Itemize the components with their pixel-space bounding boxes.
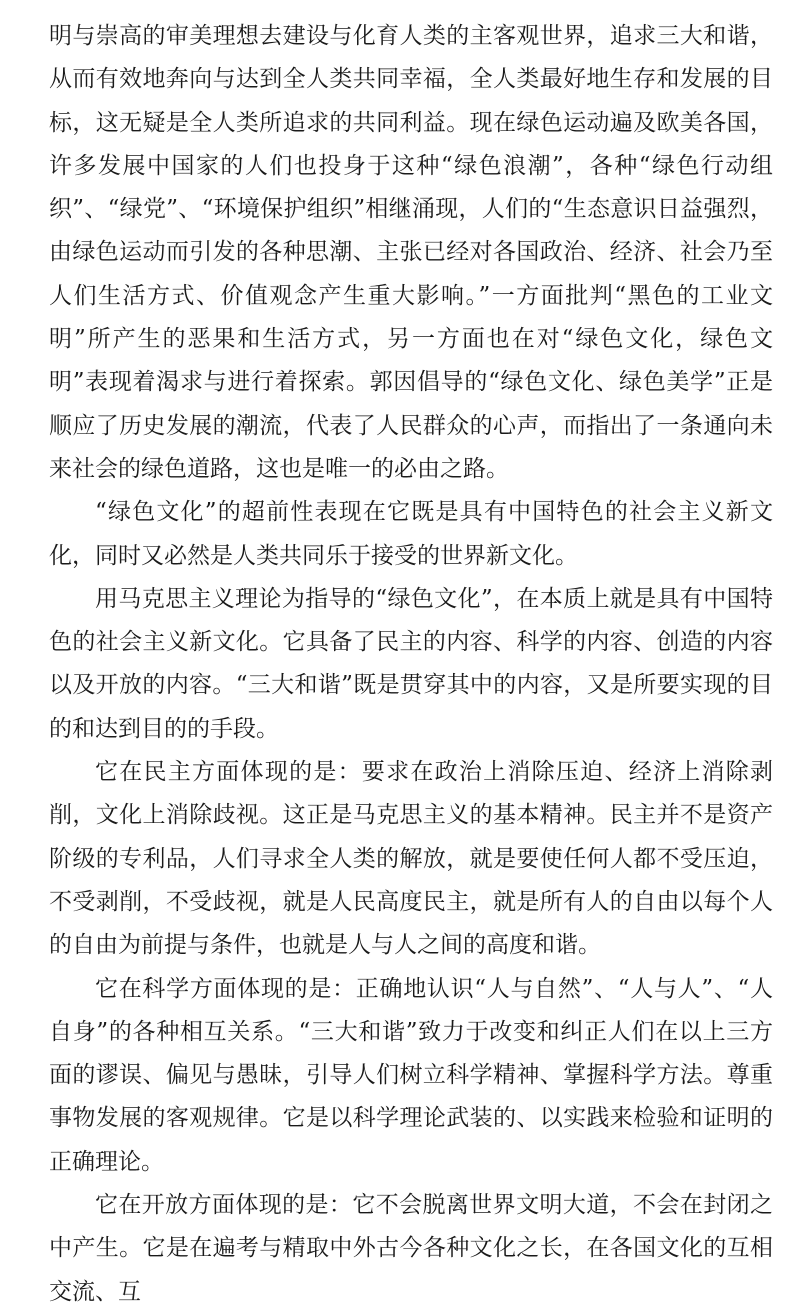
paragraph-3: 用马克思主义理论为指导的“绿色文化”，在本质上就是具有中国特色的社会主义新文化。它具备了民主的内容、科学的内容、创造的内容以及开放的内容。“三大和谐”既是贯穿其中的内容，又是所要实现的目的和达到目的的手段。	[49, 585, 773, 742]
paragraph-1: 明与崇高的审美理想去建设与化育人类的主客观世界，追求三大和谐，从而有效地奔向与达到全人类共同幸福，全人类最好地生存和发展的目标，这无疑是全人类所追求的共同利益。现在绿色运动遍及欧美各国，许多发展中国家的人们也投身于这种“绿色浪潮”，各种“绿色行动组织”、“绿党”、“环境保护组织”相继涌现，人们的“生态意识日益强烈，由绿色运动而引发的各种思潮、主张已经对各国政治、经济、社会乃至人们生活方式、价值观念产生重大影响。”一方面批判“黑色的工业文明”所产生的恶果和生活方式，另一方面也在对“绿色文化，绿色文明”表现着渴求与进行着探索。郭因倡导的“绿色文化、绿色美学”正是顺应了历史发展的潮流，代表了人民群众的心声，而指出了一条通向未来社会的绿色道路，这也是唯一的必由之路。	[49, 23, 773, 482]
paragraph-5: 它在科学方面体现的是：正确地认识“人与自然”、“人与人”、“人自身”的各种相互关系。“三大和谐”致力于改变和纠正人们在以上三方面的谬误、偏见与愚昧，引导人们树立科学精神、掌握科学方法。尊重事物发展的客观规律。它是以科学理论武装的、以实践来检验和证明的正确理论。	[49, 975, 773, 1175]
paragraph-6: 它在开放方面体现的是：它不会脱离世界文明大道，不会在封闭之中产生。它是在遍考与精取中外古今各种文化之长，在各国文化的互相交流、互	[49, 1192, 773, 1305]
paragraph-4: 它在民主方面体现的是：要求在政治上消除压迫、经济上消除剥削，文化上消除歧视。这正是马克思主义的基本精神。民主并不是资产阶级的专利品，人们寻求全人类的解放，就是要使任何人都不受压迫，不受剥削，不受歧视，就是人民高度民主，就是所有人的自由以每个人的自由为前提与条件，也就是人与人之间的高度和谐。	[49, 759, 773, 959]
paragraph-2: “绿色文化”的超前性表现在它既是具有中国特色的社会主义新文化，同时又必然是人类共同乐于接受的世界新文化。	[49, 499, 773, 569]
document-page	[49, 15, 773, 1314]
